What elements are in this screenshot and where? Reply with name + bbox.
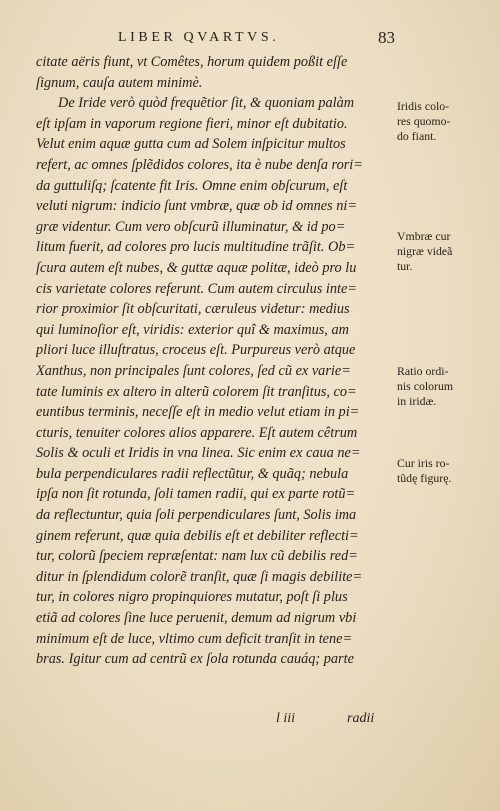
margin-note-line: Cur iris ro- [397, 456, 450, 470]
text-line: ditur in ſplendidum colorẽ tranſit, quæ ſi magis debilite= [36, 568, 363, 585]
text-line: pliori luce illuſtratus, croceus eſt. Purpureus verò atque [36, 342, 356, 359]
text-line: tur, colorũ ſpeciem repræſentat: nam lux cũ debilis red= [36, 548, 358, 565]
text-line: cis varietate colores referunt. Cum autem circulus inte= [36, 280, 357, 297]
text-line: euntibus terminis, neceſſe eſt in medio velut etiam in pi= [36, 404, 360, 421]
page-number: 83 [378, 28, 395, 47]
page-header [0, 30, 500, 52]
margin-note-line: in iridæ. [397, 394, 437, 408]
text-line: etiã ad colores ſine luce peruenit, demum ad nigrum vbi [36, 610, 357, 627]
text-line: refert, ac omnes ſplẽdidos colores, ita è nube denſa rori= [36, 156, 363, 173]
margin-note-line: nigræ videã [397, 244, 453, 258]
text-line: litum fuerit, ad colores pro lucis multitudine trãſit. Ob= [36, 239, 356, 256]
text-line: ſignum, cauſa autem minimè. [36, 74, 203, 91]
text-line: veluti nigrum: indicio ſunt vmbræ, quæ ob id omnes ni= [36, 198, 357, 215]
catchword: radii [347, 711, 375, 726]
main-text-block [36, 52, 394, 670]
text-line: eſt ipſam in vaporum regione fieri, minor eſt dubitatio. [36, 115, 348, 132]
text-line: da guttuliſq; ſcatente fit Iris. Omne enim obſcurum, eſt [36, 177, 348, 194]
text-line: da reflectuntur, quia ſoli perpendiculares ſunt, Solis ima [36, 507, 357, 524]
margin-note-iridis-colores [397, 99, 481, 144]
text-line: qui luminoſior eſt, viridis: exterior quî & maximus, am [36, 321, 349, 338]
margin-note-line: tũdę figurę. [397, 471, 452, 485]
page-footer [0, 711, 500, 733]
signature-mark: l iii [276, 711, 296, 726]
text-line: citate aëris fiunt, vt Comêtes, horum quidem poßit eſſe [36, 54, 348, 70]
text-line: ſcura autem eſt nubes, & guttæ aquæ politæ, ideò pro lu [36, 259, 357, 276]
margin-note-cur-iris [397, 456, 481, 486]
text-line: bras. Igitur cum ad centrũ ex ſola rotunda cauáq; parte [36, 651, 354, 668]
margin-note-line: Vmbræ cur [397, 229, 451, 243]
margin-note-umbrae [397, 229, 481, 274]
text-line: tur, in colores nigro propinquiores mutatur, poſt ſi plus [36, 589, 348, 606]
margin-note-line: Ratio ordi- [397, 364, 449, 378]
text-line: De Iride verò quòd frequẽtior ſit, & quoniam palàm [58, 95, 355, 112]
text-line: græ videntur. Cum vero obſcurũ illuminatur, & id po= [36, 218, 346, 235]
text-line: Solis & oculi et Iridis in vna linea. Sic enim ex caua ne= [36, 445, 361, 462]
margin-note-line: nis colorum [397, 379, 454, 393]
text-line: bula perpendiculares radii reflectũtur, & quãq; nebula [36, 465, 349, 482]
margin-note-line: Iridis colo- [397, 99, 450, 113]
text-line: ipſa non ſit rotunda, ſoli tamen radii, qui ex parte rotũ= [36, 486, 356, 503]
text-line: ginem referunt, quæ quia debilis eſt et debiliter reflecti= [36, 527, 359, 544]
text-line: Velut enim aquæ gutta cum ad Solem inſpicitur multos [36, 136, 346, 153]
text-line: minimum eſt de luce, vltimo cum deficit tranſit in tene= [36, 630, 353, 647]
margin-note-line: do fiant. [397, 129, 437, 143]
text-line: rior proximior ſit obſcuritati, cæruleus videtur: medius [36, 301, 350, 318]
text-line: Xanthus, non principales ſunt colores, ſed cũ ex varie= [36, 362, 351, 379]
text-line: cturis, tenuiter colores alios apparere. Eſt autem cêtrum [36, 424, 358, 441]
running-title: LIBER QVARTVS. [118, 30, 280, 45]
text-line: tate luminis ex altero in alterũ colorem ſit tranſitus, co= [36, 383, 357, 400]
margin-note-ratio-ordinis [397, 364, 481, 409]
margin-note-line: tur. [397, 259, 413, 273]
margin-note-line: res quomo- [397, 114, 451, 128]
